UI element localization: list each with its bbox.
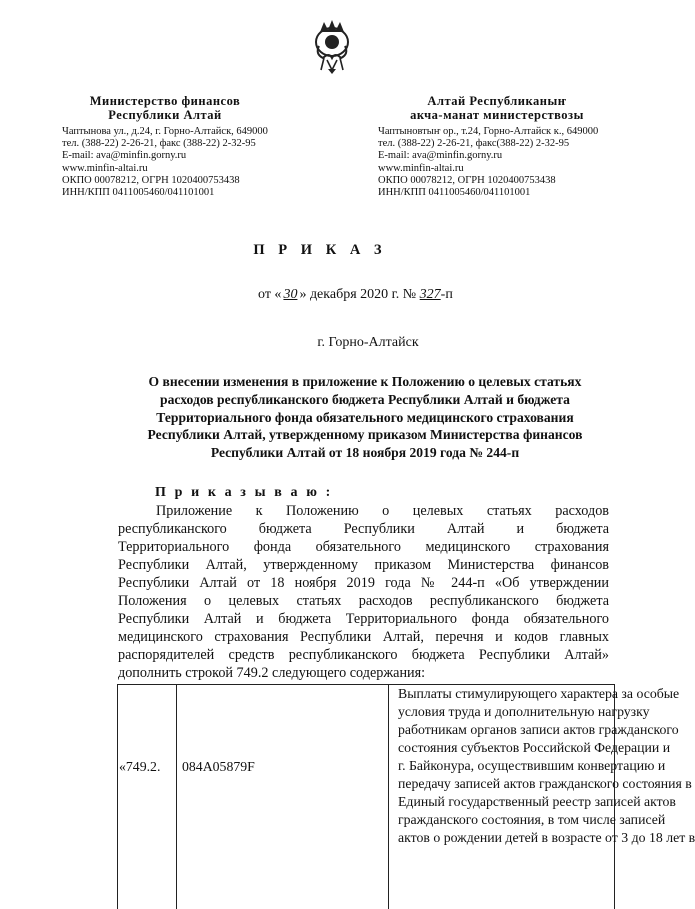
description-line: актов о рождении детей в возрасте от 3 до 18 лет в [398,830,695,845]
ministry-name-line: Алтай Республиканыҥ [427,94,567,108]
ministry-name-line: Республики Алтай [108,108,222,122]
table-cell-row-number [118,685,177,909]
budget-code: 084A05879F [182,759,255,774]
date-prefix: от « [258,287,282,302]
body-line: республиканского бюджета Республики Алтай и бюджета [118,521,609,537]
description-line: работникам органов записи актов гражданского [398,722,679,737]
body-line: распорядителей средств республиканского бюджета Республики Алтай» [118,647,609,663]
table-cell-description [390,685,695,909]
body-line: Положения о целевых статьях расходов республиканского бюджета [118,593,609,609]
address-line: Чаптыновтыҥ ор., т.24, Горно-Алтайск к., 649000 [378,126,599,137]
ministry-name-line: Министерство финансов [89,94,241,108]
date-middle: » декабря 2020 г. № [299,287,417,302]
body-line: Приложение к Положению о целевых статьях расходов [156,503,609,519]
ministry-name-altai [378,94,616,122]
description-line: г. Байконура, осуществившим конвертацию и [398,758,666,773]
coat-of-arms-emblem [309,14,355,76]
order-number-handwritten: 327 [419,287,441,302]
body-line: Республики Алтай, утвержденному приказом Министерства финансов [118,557,609,573]
document-title: П Р И К А З [253,242,387,258]
inn-kpp-line: ИНН/КПП 0411005460/041101001 [62,187,215,199]
inn-kpp-line: ИНН/КПП 0411005460/041101001 [378,187,531,199]
order-subject [120,373,610,462]
ministry-name-ru [62,94,268,122]
subject-line: Республики Алтай, утвержденному приказом Министерства финансов [147,427,583,443]
subject-line: Территориального фонда обязательного медицинского страхования [156,409,574,425]
description-line: гражданского состояния, в том числе записей [398,812,666,827]
phone-line: тел. (388-22) 2-26-21, факс(388-22) 2-32-95 [378,138,570,150]
body-line: Республики Алтай от 18 ноября 2019 года № 244-п «Об утверждении [118,575,609,591]
phone-line: тел. (388-22) 2-26-21, факс (388-22) 2-32-95 [62,138,256,150]
header-right-block [378,94,638,199]
okpo-ogrn-line: ОКПО 00078212, ОГРН 1020400753438 [378,174,556,186]
subject-line: О внесении изменения в приложение к Положению о целевых статьях [148,374,582,389]
body-line: Территориального фонда обязательного медицинского страхования [118,539,609,555]
order-number-suffix: -п [440,287,453,302]
table-cell-code [176,685,389,909]
row-number: «749.2. [119,759,161,774]
body-line: дополнить строкой 749.2 следующего содержания: [118,665,426,681]
body-line: медицинского страхования Республики Алтай, перечня и кодов главных [118,629,609,645]
description-line: условия труда и дополнительную нагрузку [398,704,650,719]
description-line: передачу записей актов гражданского состояния в [398,776,692,791]
date-day-handwritten: 30 [283,287,298,302]
header-left-block [62,94,312,199]
okpo-ogrn-line: ОКПО 00078212, ОГРН 1020400753438 [62,174,240,186]
description-line: Выплаты стимулирующего характера за особые [398,686,680,701]
body-line: Республики Алтай и бюджета Территориального фонда обязательного [118,611,609,627]
website-line: www.minfin-altai.ru [62,162,148,174]
description-line: Единый государственный реестр записей актов [398,794,676,809]
budget-line-table [117,684,695,909]
email-line: E-mail: ava@minfin.gorny.ru [378,150,503,162]
description-line: состояния субъектов Российской Федерации и [398,740,671,755]
order-directive: П р и к а з ы в а ю : [155,485,333,500]
website-line: www.minfin-altai.ru [378,162,464,174]
ministry-name-line: акча-манат министерствозы [410,108,584,122]
address-line: Чаптынова ул., д.24, г. Горно-Алтайск, 649000 [62,126,268,137]
order-date-line [258,287,453,303]
city-line: г. Горно-Алтайск [317,335,419,350]
subject-line: Республики Алтай от 18 ноября 2019 года № 244-п [210,445,520,461]
email-line: E-mail: ava@minfin.gorny.ru [62,150,187,162]
subject-line: расходов республиканского бюджета Республики Алтай и бюджета [160,391,570,407]
